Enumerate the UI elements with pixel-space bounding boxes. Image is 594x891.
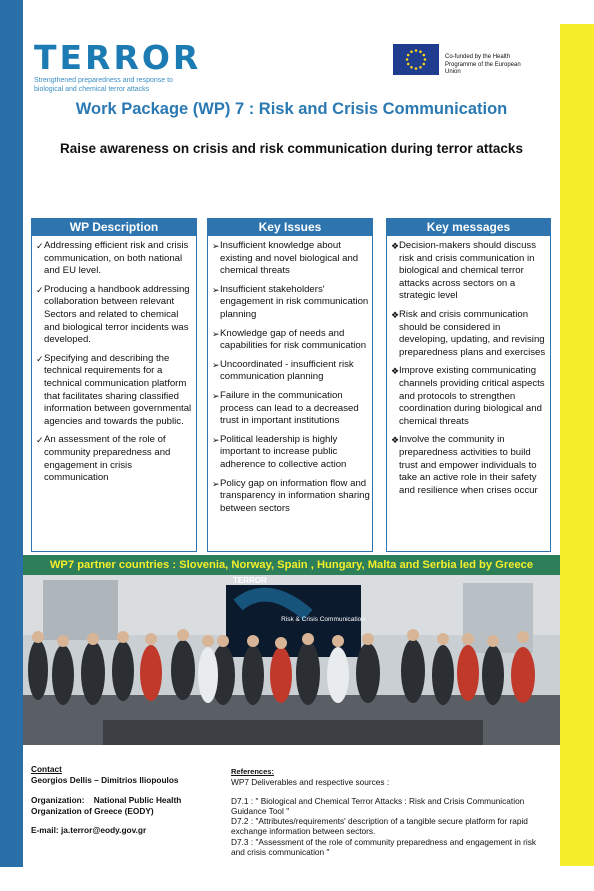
list-item: ➢ Knowledge gap of needs and capabilities for risk communication xyxy=(212,327,367,352)
logo-word: TERROR xyxy=(34,38,202,77)
diamond-bullet-icon: ❖ xyxy=(391,366,400,377)
list-item: ➢ Policy gap on information flow and transparency in information sharing between sectors xyxy=(212,477,370,514)
column-heading: WP Description xyxy=(32,219,196,236)
check-icon: ✓ xyxy=(36,435,44,446)
arrow-bullet-icon: ➢ xyxy=(212,359,220,370)
wp-description-column xyxy=(31,218,197,552)
terror-logo xyxy=(34,38,202,94)
column-heading: Key Issues xyxy=(208,219,372,236)
list-item: ❖ Improve existing communicating channels providing critical aspects and protocols to strengthen coordination during biological and chemical threats xyxy=(391,365,545,427)
contact-names: Georgios Dellis – Dimitrios Iliopoulos xyxy=(31,774,179,785)
screen-caption: Risk & Crisis Communication xyxy=(281,616,365,623)
list-item: ❖ Decision-makers should discuss risk and crisis communication in biological and chemical terror attacks across sectors on a strategic level xyxy=(391,240,537,302)
list-item: ➢ Uncoordinated - insufficient risk communication planning xyxy=(212,358,354,383)
column-heading: Key messages xyxy=(387,219,550,236)
check-icon: ✓ xyxy=(36,241,44,251)
list-item: ➢ Insufficient knowledge about existing and novel biological and chemical threats xyxy=(212,240,359,277)
bottom-band xyxy=(0,867,594,891)
arrow-bullet-icon: ➢ xyxy=(212,478,220,489)
arrow-bullet-icon: ➢ xyxy=(212,284,220,295)
arrow-bullet-icon: ➢ xyxy=(212,434,220,445)
key-messages-column xyxy=(386,218,551,552)
references-block xyxy=(231,767,551,857)
list-item: ❖ Risk and crisis communication should be considered in developing, updating, and revising preparedness plans and exercises xyxy=(391,308,546,358)
partner-countries-banner: WP7 partner countries : Slovenia, Norway, Spain , Hungary, Malta and Serbia led by Greece xyxy=(23,555,560,575)
organization-name: National Public Health Organization of Greece (EODY) xyxy=(31,795,182,816)
arrow-bullet-icon: ➢ xyxy=(212,390,220,401)
list-item: ✓ Producing a handbook addressing collaboration between relevant Sectors and related to chemical and biological terror incidents was developed. xyxy=(36,283,190,346)
references-heading: References: xyxy=(231,767,274,776)
contact-block xyxy=(31,764,221,836)
eu-funding-text: Co-funded by the Health Programme of the European Union xyxy=(445,54,521,75)
key-issues-column xyxy=(207,218,373,552)
list-item: ➢ Insufficient stakeholders' engagement in risk communication planning xyxy=(212,283,369,320)
list-item: ✓ Addressing efficient risk and crisis communication, on both national and EU level. xyxy=(36,240,189,277)
list-item: ✓ An assessment of the role of community preparedness and engagement in crisis communication xyxy=(36,434,171,484)
arrow-bullet-icon: ➢ xyxy=(212,241,220,251)
reference-item: D7.2 : "Attributes/requirements' description of a tangible secure platform for rapid exchange information between sectors. xyxy=(231,816,528,837)
list-item: ✓ Specifying and describing the technical requirements for a technical communication platform that facilitates sharing classified information between governmental agencies and towards the public. xyxy=(36,352,192,427)
reference-item: D7.1 : " Biological and Chemical Terror Attacks : Risk and Crisis Communication Guidance Tool " xyxy=(231,795,525,816)
page-title: Work Package (WP) 7 : Risk and Crisis Communication xyxy=(75,100,508,118)
eu-flag-icon xyxy=(393,44,439,75)
contact-email: E-mail: ja.terror@eody.gov.gr xyxy=(31,825,147,835)
organization-label: Organization: xyxy=(31,795,85,805)
list-item: ❖ Involve the community in preparedness activities to build trust and empower individuals to take an active role in their safety and resilience when crises occur xyxy=(391,434,538,496)
group-photo xyxy=(23,575,560,745)
references-intro: WP7 Deliverables and respective sources : xyxy=(231,777,390,788)
right-yellow-stripe xyxy=(560,24,594,866)
list-item: ➢ Political leadership is highly important to increase public adherence to collective action xyxy=(212,433,347,470)
arrow-bullet-icon: ➢ xyxy=(212,328,220,339)
diamond-bullet-icon: ❖ xyxy=(391,241,400,251)
check-icon: ✓ xyxy=(36,353,44,364)
logo-subtitle: Strengthened preparedness and response to biological and chemical terror attacks xyxy=(34,77,173,93)
screen-logo: TERROR xyxy=(233,576,267,585)
diamond-bullet-icon: ❖ xyxy=(391,435,400,446)
contact-heading: Contact xyxy=(31,764,62,774)
eu-cofunding xyxy=(393,44,525,77)
reference-item: D7.3 : "Assessment of the role of community preparedness and engagement in risk and crisis communication " xyxy=(231,836,537,858)
top-band xyxy=(0,0,594,24)
check-icon: ✓ xyxy=(36,284,44,295)
left-blue-stripe xyxy=(0,0,23,891)
page-subtitle: Raise awareness on crisis and risk communication during terror attacks xyxy=(60,141,523,156)
list-item: ➢ Failure in the communication process can lead to a decreased trust in important institutions xyxy=(212,389,359,427)
organization xyxy=(31,795,221,816)
diamond-bullet-icon: ❖ xyxy=(391,309,400,320)
